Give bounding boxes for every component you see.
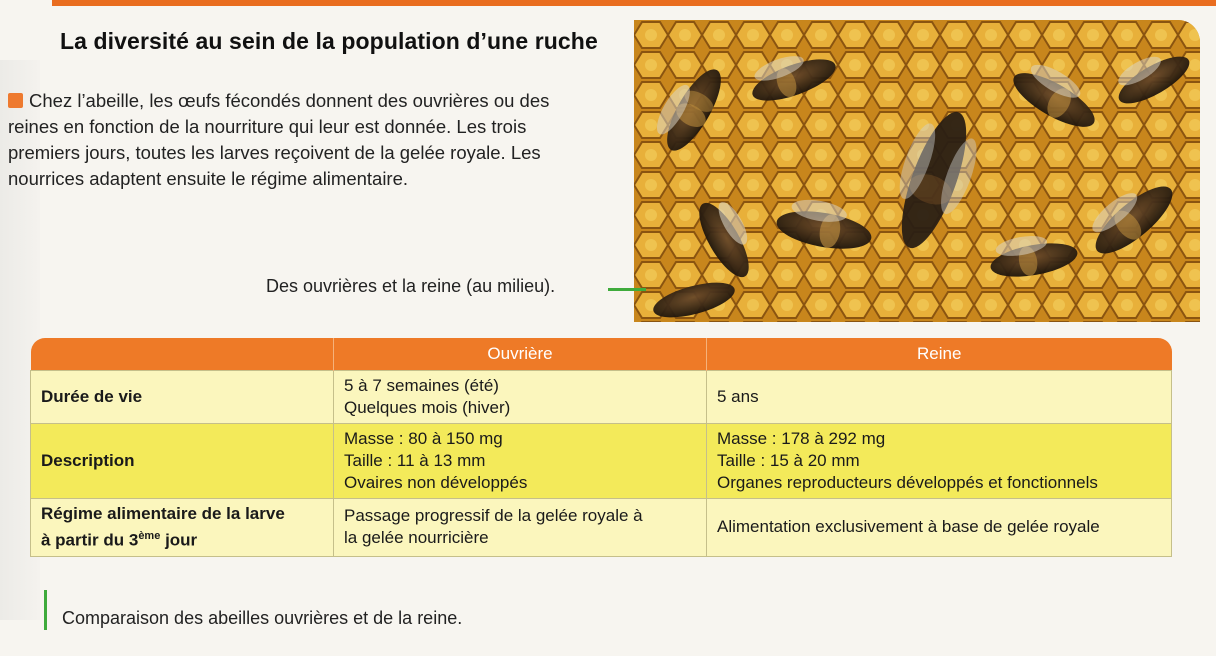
bees-photo-illustration <box>634 20 1200 322</box>
table-header-ouvriere: Ouvrière <box>334 338 707 371</box>
row-label-line <box>41 525 323 552</box>
table-row <box>31 371 1172 424</box>
photo-caption: Des ouvrières et la reine (au milieu). <box>266 276 556 296</box>
cell-line: Passage progressif de la gelée royale à <box>344 506 643 526</box>
row-label <box>31 499 334 557</box>
row-label-superscript: ème <box>138 530 161 542</box>
row-label: Durée de vie <box>31 371 334 424</box>
row-label-text: jour <box>160 530 198 550</box>
intro-paragraph <box>8 88 588 192</box>
table-header-reine: Reine <box>707 338 1172 371</box>
comparison-table <box>30 338 1172 557</box>
cell-line: Masse : 178 à 292 mg <box>717 429 886 448</box>
table-caption: Comparaison des abeilles ouvrières et de la reine. <box>62 608 463 628</box>
cell-line: Ovaires non développés <box>344 473 528 492</box>
cell-line: 5 ans <box>717 387 759 406</box>
cell-line: 5 à 7 semaines (été) <box>344 376 499 395</box>
cell-line: Alimentation exclusivement à base de gelée royale <box>717 517 1100 537</box>
table-row <box>31 499 1172 557</box>
intro-text: Chez l’abeille, les œufs fécondés donnent des ouvrières ou des reines en fonction de la nourriture qui leur est donnée. Les trois premiers jours, toutes les larves reçoivent de la gelée royale. Les nourrices adaptent ensuite le régime alimentaire. <box>8 90 550 189</box>
table-caption-pointer <box>44 590 47 630</box>
reine-cell <box>707 499 1172 557</box>
reine-cell <box>707 371 1172 424</box>
ouvriere-cell <box>334 424 707 499</box>
cell-line: Taille : 11 à 13 mm <box>344 451 486 470</box>
row-label-text: à partir du 3 <box>41 530 139 550</box>
reine-cell <box>707 424 1172 499</box>
photo-caption-pointer <box>608 288 646 291</box>
row-label: Description <box>31 424 334 499</box>
page-top-border <box>52 0 1216 6</box>
table-row <box>31 424 1172 499</box>
row-label-line: Régime alimentaire de la larve <box>41 504 285 523</box>
table-header-empty <box>31 338 334 371</box>
cell-line: Masse : 80 à 150 mg <box>344 429 503 448</box>
ouvriere-cell <box>334 499 707 557</box>
cell-line: Taille : 15 à 20 mm <box>717 451 860 470</box>
cell-line: Organes reproducteurs développés et fonctionnels <box>717 473 1098 492</box>
cell-line: Quelques mois (hiver) <box>344 398 511 417</box>
section-title: La diversité au sein de la population d’une ruche <box>60 28 598 54</box>
cell-line: la gelée nourricière <box>344 528 489 548</box>
orange-square-bullet <box>8 93 23 108</box>
bees-photo <box>634 20 1200 322</box>
ouvriere-cell <box>334 371 707 424</box>
table-header-row <box>31 338 1172 371</box>
